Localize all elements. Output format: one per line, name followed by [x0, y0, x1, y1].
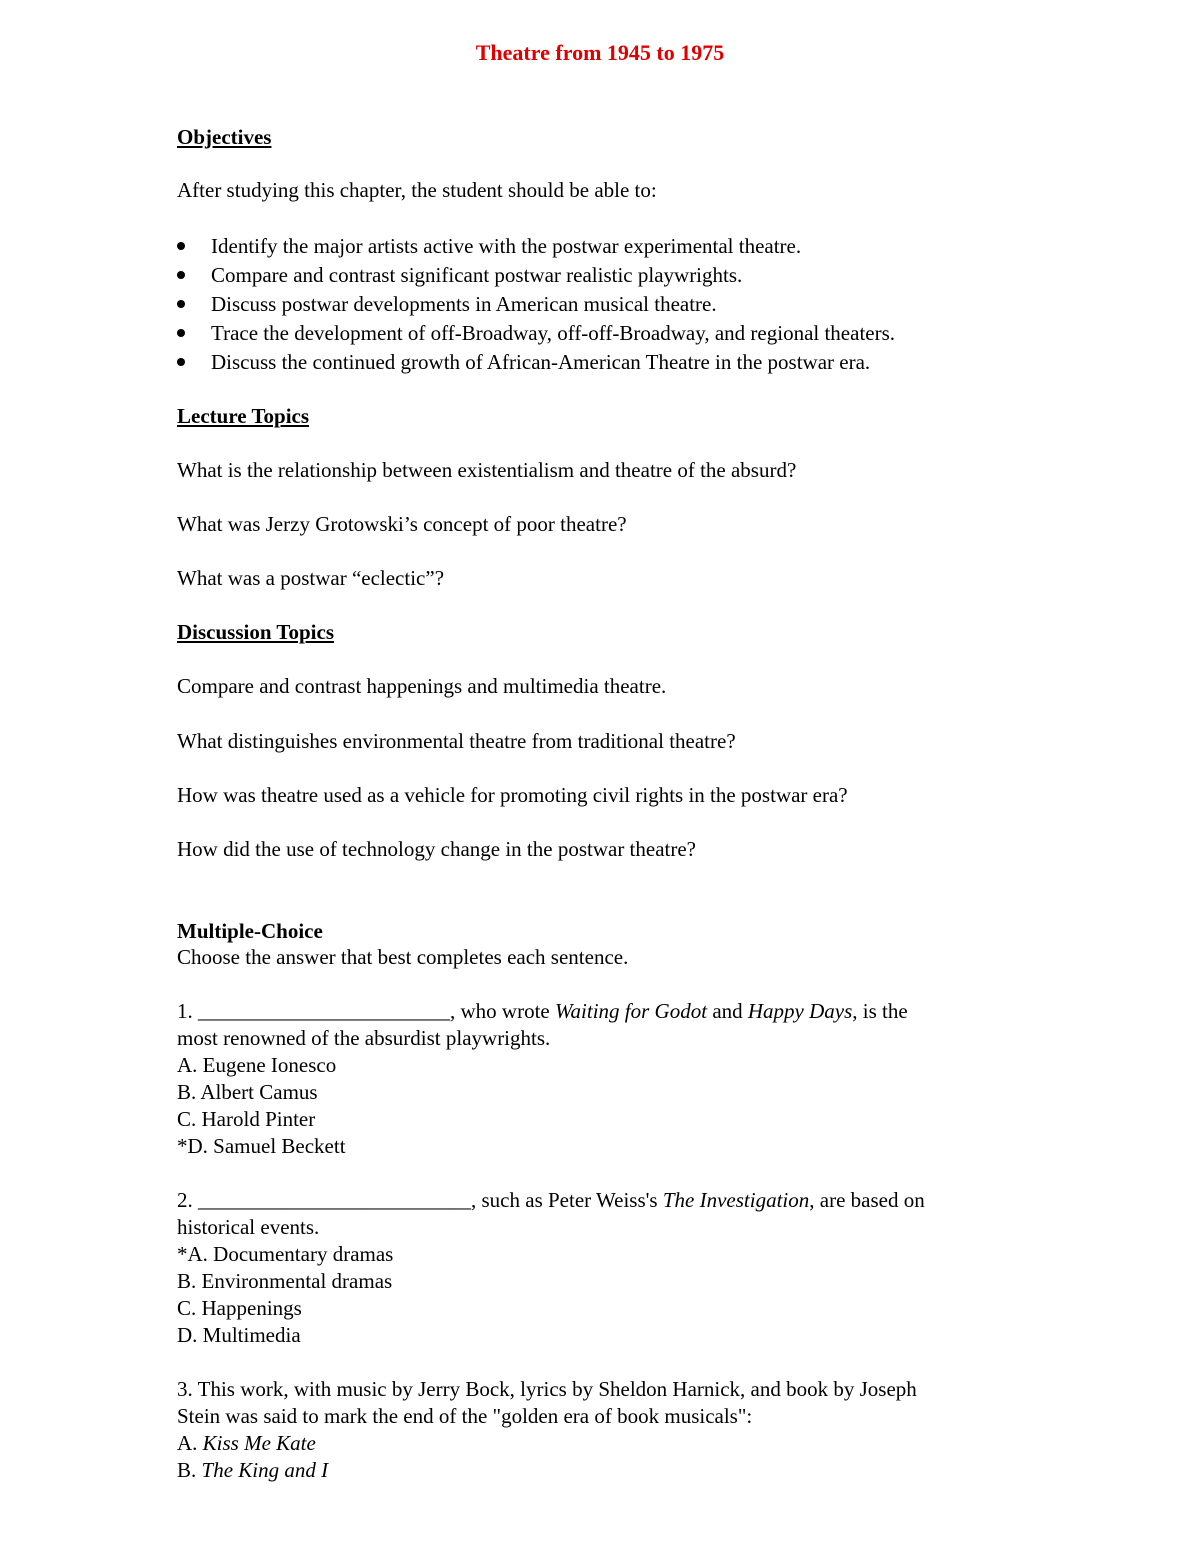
- answer-option: B. Environmental dramas: [177, 1269, 393, 1293]
- bullet-icon: [177, 358, 185, 366]
- objectives-list: [177, 232, 1027, 377]
- answer-option: A. Eugene Ionesco: [177, 1053, 337, 1077]
- stem-text: 1. ________________________, who wrote: [177, 999, 555, 1023]
- objective-text: Trace the development of off-Broadway, off-off-Broadway, and regional theaters.: [211, 321, 896, 345]
- question-stem-cont: Stein was said to mark the end of the "golden era of book musicals":: [177, 1404, 753, 1428]
- objective-text: Compare and contrast significant postwar realistic playwrights.: [211, 263, 743, 287]
- question-stem-cont: historical events.: [177, 1215, 320, 1239]
- stem-text: 2. __________________________, such as Peter Weiss's: [177, 1188, 663, 1212]
- lecture-topic: What is the relationship between existentialism and theatre of the absurd?: [177, 458, 797, 482]
- objective-item: [177, 290, 1027, 319]
- question-1: [177, 998, 1027, 1160]
- question-2: [177, 1187, 1027, 1349]
- question-stem: [177, 1187, 1027, 1214]
- objectives-intro: After studying this chapter, the student should be able to:: [177, 178, 657, 202]
- work-title: Waiting for Godot: [554, 999, 708, 1023]
- mc-instructions: Choose the answer that best completes each sentence.: [177, 945, 629, 969]
- discussion-topic: What distinguishes environmental theatre from traditional theatre?: [177, 729, 736, 753]
- answer-option: *A. Documentary dramas: [177, 1242, 394, 1266]
- objective-text: Discuss postwar developments in American musical theatre.: [211, 292, 717, 316]
- objective-text: Discuss the continued growth of African-American Theatre in the postwar era.: [211, 350, 871, 374]
- work-title: Happy Days: [747, 999, 853, 1023]
- work-title: The King and I: [201, 1458, 329, 1482]
- stem-text: , are based on: [809, 1188, 925, 1212]
- objective-item: [177, 261, 1027, 290]
- stem-text: , is the: [852, 999, 908, 1023]
- objectives-heading: Objectives: [177, 125, 272, 149]
- lecture-heading: Lecture Topics: [177, 404, 310, 428]
- answer-option: D. Multimedia: [177, 1323, 301, 1347]
- option-letter: A.: [177, 1431, 203, 1455]
- question-stem: 3. This work, with music by Jerry Bock, lyrics by Sheldon Harnick, and book by Joseph: [177, 1377, 917, 1401]
- objective-item: [177, 348, 1027, 377]
- bullet-icon: [177, 242, 185, 250]
- objective-item: [177, 319, 1027, 348]
- work-title: Kiss Me Kate: [202, 1431, 316, 1455]
- bullet-icon: [177, 271, 185, 279]
- option-letter: B.: [177, 1458, 202, 1482]
- discussion-topic: How did the use of technology change in the postwar theatre?: [177, 837, 697, 861]
- question-stem-cont: most renowned of the absurdist playwrights.: [177, 1026, 551, 1050]
- stem-text: and: [707, 999, 748, 1023]
- bullet-icon: [177, 329, 185, 337]
- question-3: [177, 1376, 1027, 1484]
- discussion-heading: Discussion Topics: [177, 620, 334, 644]
- work-title: The Investigation: [662, 1188, 810, 1212]
- objective-item: [177, 232, 1027, 261]
- page-title: Theatre from 1945 to 1975: [475, 40, 725, 65]
- discussion-topic: How was theatre used as a vehicle for promoting civil rights in the postwar era?: [177, 783, 848, 807]
- answer-option: C. Happenings: [177, 1296, 302, 1320]
- discussion-topic: Compare and contrast happenings and multimedia theatre.: [177, 674, 667, 698]
- lecture-topic: What was a postwar “eclectic”?: [177, 566, 445, 590]
- answer-option: C. Harold Pinter: [177, 1107, 316, 1131]
- objective-text: Identify the major artists active with the postwar experimental theatre.: [211, 234, 802, 258]
- answer-option: [177, 1457, 1027, 1484]
- mc-heading: Multiple-Choice: [177, 919, 323, 943]
- answer-option: [177, 1430, 1027, 1457]
- bullet-icon: [177, 300, 185, 308]
- answer-option: *D. Samuel Beckett: [177, 1134, 346, 1158]
- lecture-topic: What was Jerzy Grotowski’s concept of poor theatre?: [177, 512, 627, 536]
- question-stem: [177, 998, 1027, 1025]
- answer-option: B. Albert Camus: [177, 1080, 318, 1104]
